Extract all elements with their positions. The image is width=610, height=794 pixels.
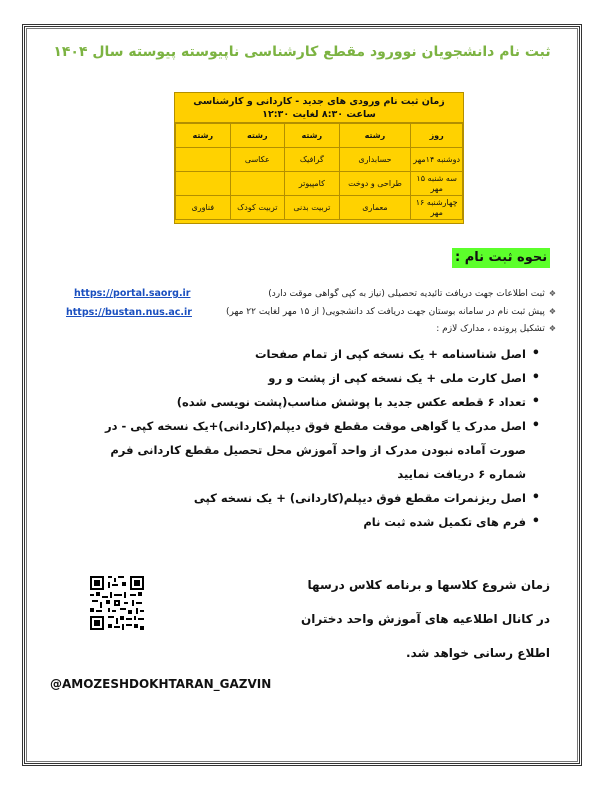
major-cell: عکاسی (230, 148, 285, 172)
required-documents-list (70, 342, 540, 534)
column-header: رشته (176, 124, 231, 148)
list-item: • اصل کارت ملی + یک نسخه کپی از پشت و رو (70, 366, 540, 390)
major-cell: گرافیک (285, 148, 340, 172)
major-cell: تربیت بدنی (285, 196, 340, 220)
schedule-heading-line1: زمان ثبت نام ورودی های جدید - کاردانی و کارشناسی (193, 96, 445, 107)
channel-handle[interactable]: @AMOZESHDOKHTARAN_GAZVIN (50, 677, 272, 691)
note-line (268, 289, 556, 299)
major-cell: تربیت کودک (230, 196, 285, 220)
portal-link[interactable]: https://portal.saorg.ir (74, 288, 191, 299)
note-line (226, 307, 556, 317)
diamond-bullet-icon: ❖ (548, 324, 556, 333)
schedule-grid (175, 123, 463, 220)
column-header: روز (411, 124, 463, 148)
list-item: • اصل ریزنمرات مقطع فوق دیپلم(کاردانی) + یک نسخه کپی (70, 486, 540, 510)
class-start-announcement (250, 568, 550, 670)
column-header: رشته (230, 124, 285, 148)
list-item: • اصل شناسنامه + یک نسخه کپی از تمام صفحات (70, 342, 540, 366)
major-cell: طراحی و دوخت (339, 172, 411, 196)
major-cell: معماری (339, 196, 411, 220)
major-cell: حسابداری (339, 148, 411, 172)
bustan-link[interactable]: https://bustan.nus.ac.ir (66, 307, 192, 318)
diamond-bullet-icon: ❖ (548, 307, 556, 316)
column-header: رشته (339, 124, 411, 148)
list-item: • تعداد ۶ قطعه عکس جدید با پوشش مناسب(پشت نویسی شده) (70, 390, 540, 414)
announcement-line: اطلاع رسانی خواهد شد. (406, 646, 550, 660)
registration-schedule-table (174, 92, 464, 224)
note-text: پیش ثبت نام در سامانه بوستان جهت دریافت کد دانشجویی( از ۱۵ مهر لغایت ۲۲ مهر) (225, 307, 545, 317)
schedule-heading-line2: ساعت ۸:۳۰ لغایت ۱۲:۳۰ (262, 109, 376, 120)
table-row (176, 148, 463, 172)
list-item: • فرم های تکمیل شده ثبت نام (70, 510, 540, 534)
schedule-header-row (176, 124, 463, 148)
howto-heading: نحوه ثبت نام : (452, 248, 550, 268)
note-text: ثبت اطلاعات جهت دریافت تائیدیه تحصیلی (نیاز به کپی گواهی موقت دارد) (268, 289, 545, 299)
diamond-bullet-icon: ❖ (548, 289, 556, 298)
table-row (176, 196, 463, 220)
announcement-line: در کانال اطلاعیه های آموزش واحد دختران (301, 612, 550, 626)
note-text: تشکیل پرونده ، مدارک لازم : (436, 324, 545, 334)
major-cell (176, 172, 231, 196)
list-item: • اصل مدرک یا گواهی موقت مقطع فوق دیپلم(کاردانی)+یک نسخه کپی - در صورت آماده نبودن مدرک از واحد آموزش محل تحصیل مقطع کاردانی فرم شماره ۶ دریافت نمایید (70, 414, 540, 486)
major-cell (176, 148, 231, 172)
major-cell (230, 172, 285, 196)
day-cell: دوشنبه ۱۴مهر (411, 148, 463, 172)
announcement-line: زمان شروع کلاسها و برنامه کلاس درسها (307, 578, 550, 592)
major-cell: فناوری (176, 196, 231, 220)
table-row (176, 172, 463, 196)
day-cell: سه شنبه ۱۵ مهر (411, 172, 463, 196)
page-title: ثبت نام دانشجویان نوورود مقطع کارشناسی ناپیوسته پیوسته سال ۱۴۰۴ (53, 44, 551, 60)
day-cell: چهارشنبه ۱۶ مهر (411, 196, 463, 220)
column-header: رشته (285, 124, 340, 148)
major-cell: کامپیوتر (285, 172, 340, 196)
schedule-heading (175, 93, 463, 123)
note-line (436, 324, 556, 334)
qr-code-icon (90, 576, 144, 630)
